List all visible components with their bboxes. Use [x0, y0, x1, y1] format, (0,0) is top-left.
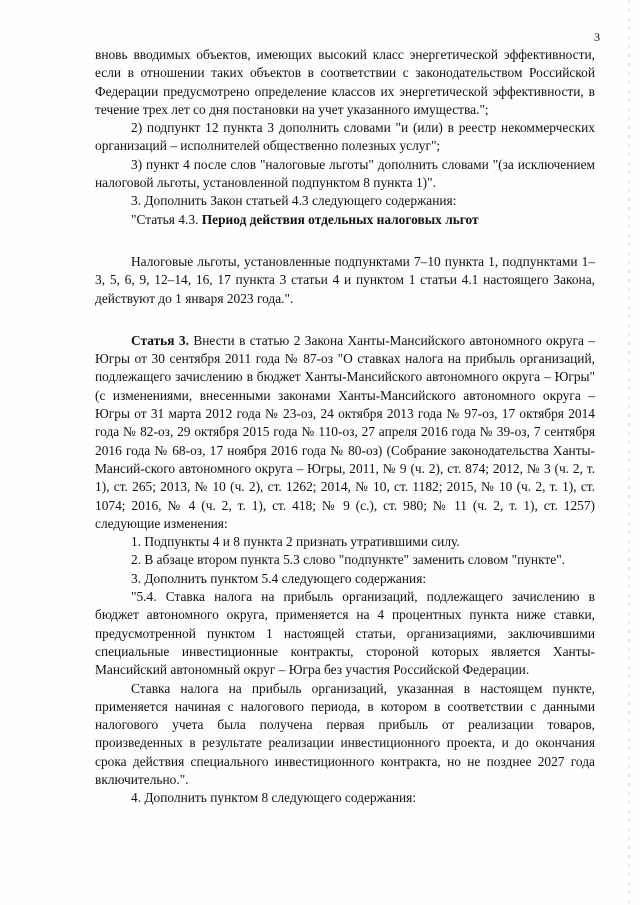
scan-edge-artifact: [628, 0, 630, 905]
paragraph-continuation: вновь вводимых объектов, имеющих высокий класс энергетической эффективности, если в отношении таких объектов в соответствии с законодательством Российской Федерации предусмотрено определение классов их энергетической эффективности, в течение трех лет со дня постановки на учет указанного имущества.";: [95, 47, 595, 117]
page-number: 3: [594, 30, 600, 44]
paragraph-tax-benefits: Налоговые льготы, установленные подпунктами 7–10 пункта 1, подпунктами 1–3, 5, 6, 9, 12–14, 16, 17 пункта 3 статьи 4 и пунктом 1 статьи 4.1 настоящего Закона, действуют до 1 января 2023 года.".: [95, 253, 595, 306]
paragraph-item-2: 2) подпункт 12 пункта 3 дополнить словами "и (или) в реестр некоммерческих организаций – исполнителей общественно полезных услуг";: [95, 120, 595, 154]
paragraph-change-4: 4. Дополнить пунктом 8 следующего содержания:: [131, 790, 417, 806]
paragraph-change-2: 2. В абзаце втором пункта 5.3 слово "подпункте" заменить словом "пункте".: [131, 552, 566, 568]
article-3-heading: Статья 3.: [131, 332, 189, 348]
paragraph-change-1: 1. Подпункты 4 и 8 пункта 2 признать утратившими силу.: [131, 534, 460, 550]
spacer: [95, 308, 595, 332]
spacer: [95, 229, 595, 253]
article-4-3-prefix: "Статья 4.3.: [131, 211, 202, 227]
article-4-3-heading: [95, 211, 595, 229]
article-3-text: Внести в статью 2 Закона Ханты-Мансийского автономного округа – Югры от 30 сентября 2011 года № 87-оз "О ставках налога на прибыль организаций, подлежащего зачислению в бюджет Ханты-Мансийского автономного округа – Югры" (с изменениями, внесенными законами Ханты-Мансийского автономного округа – Югры от 31 марта 2012 года № 23-оз, 24 октября 2013 года № 97-оз, 17 октября 2014 года № 82-оз, 29 октября 2015 года № 110-оз, 27 апреля 2016 года № 39-оз, 7 сентября 2016 года № 68-оз, 17 ноября 2016 года № 80-оз) (Собрание законодательства Ханты-Мансий-ского автономного округа – Югры, 2011, № 9 (ч. 2), ст. 874; 2012, № 3 (ч. 2, т. 1), ст. 265; 2013, № 10 (ч. 2), ст. 1262; 2014, № 10, ст. 1182; 2015, № 10 (ч. 2, т. 1), ст. 1074; 2016, № 4 (ч. 2, т. 1), ст. 418; № 9 (с.), ст. 980; № 11 (ч. 2, т. 1), ст. 1257) следующие изменения:: [95, 332, 595, 531]
paragraph-change-3: 3. Дополнить пунктом 5.4 следующего содержания:: [131, 570, 427, 586]
paragraph-5-4-rate: Ставка налога на прибыль организаций, указанная в настоящем пункте, применяется начиная с налогового периода, в котором в соответствии с данными налогового учета была получена первая прибыль от реализации товаров, произведенных в результате реализации инвестиционного проекта, и до окончания срока действия специального инвестиционного контракта, но не позднее 2027 года включительно.".: [95, 680, 595, 787]
paragraph-5-4: "5.4. Ставка налога на прибыль организаций, подлежащего зачислению в бюджет автономного округа, применяется на 4 процентных пункта ниже ставки, предусмотренной пунктом 1 настоящей статьи, организациями, заключившими специальные инвестиционные контракты, стороной которых является Ханты-Мансийский автономный округ – Югра без участия Российской Федерации.: [95, 589, 595, 678]
paragraph-item-3: 3) пункт 4 после слов "налоговые льготы" дополнить словами "(за исключением налоговой льготы, установленной подпунктом 8 пункта 1)".: [95, 156, 595, 191]
document-body: [95, 46, 595, 808]
article-3-paragraph: [95, 332, 595, 533]
article-4-3-title: Период действия отдельных налоговых льгот: [201, 211, 479, 227]
paragraph-add-article: 3. Дополнить Закон статьей 4.3 следующего содержания:: [131, 193, 457, 209]
